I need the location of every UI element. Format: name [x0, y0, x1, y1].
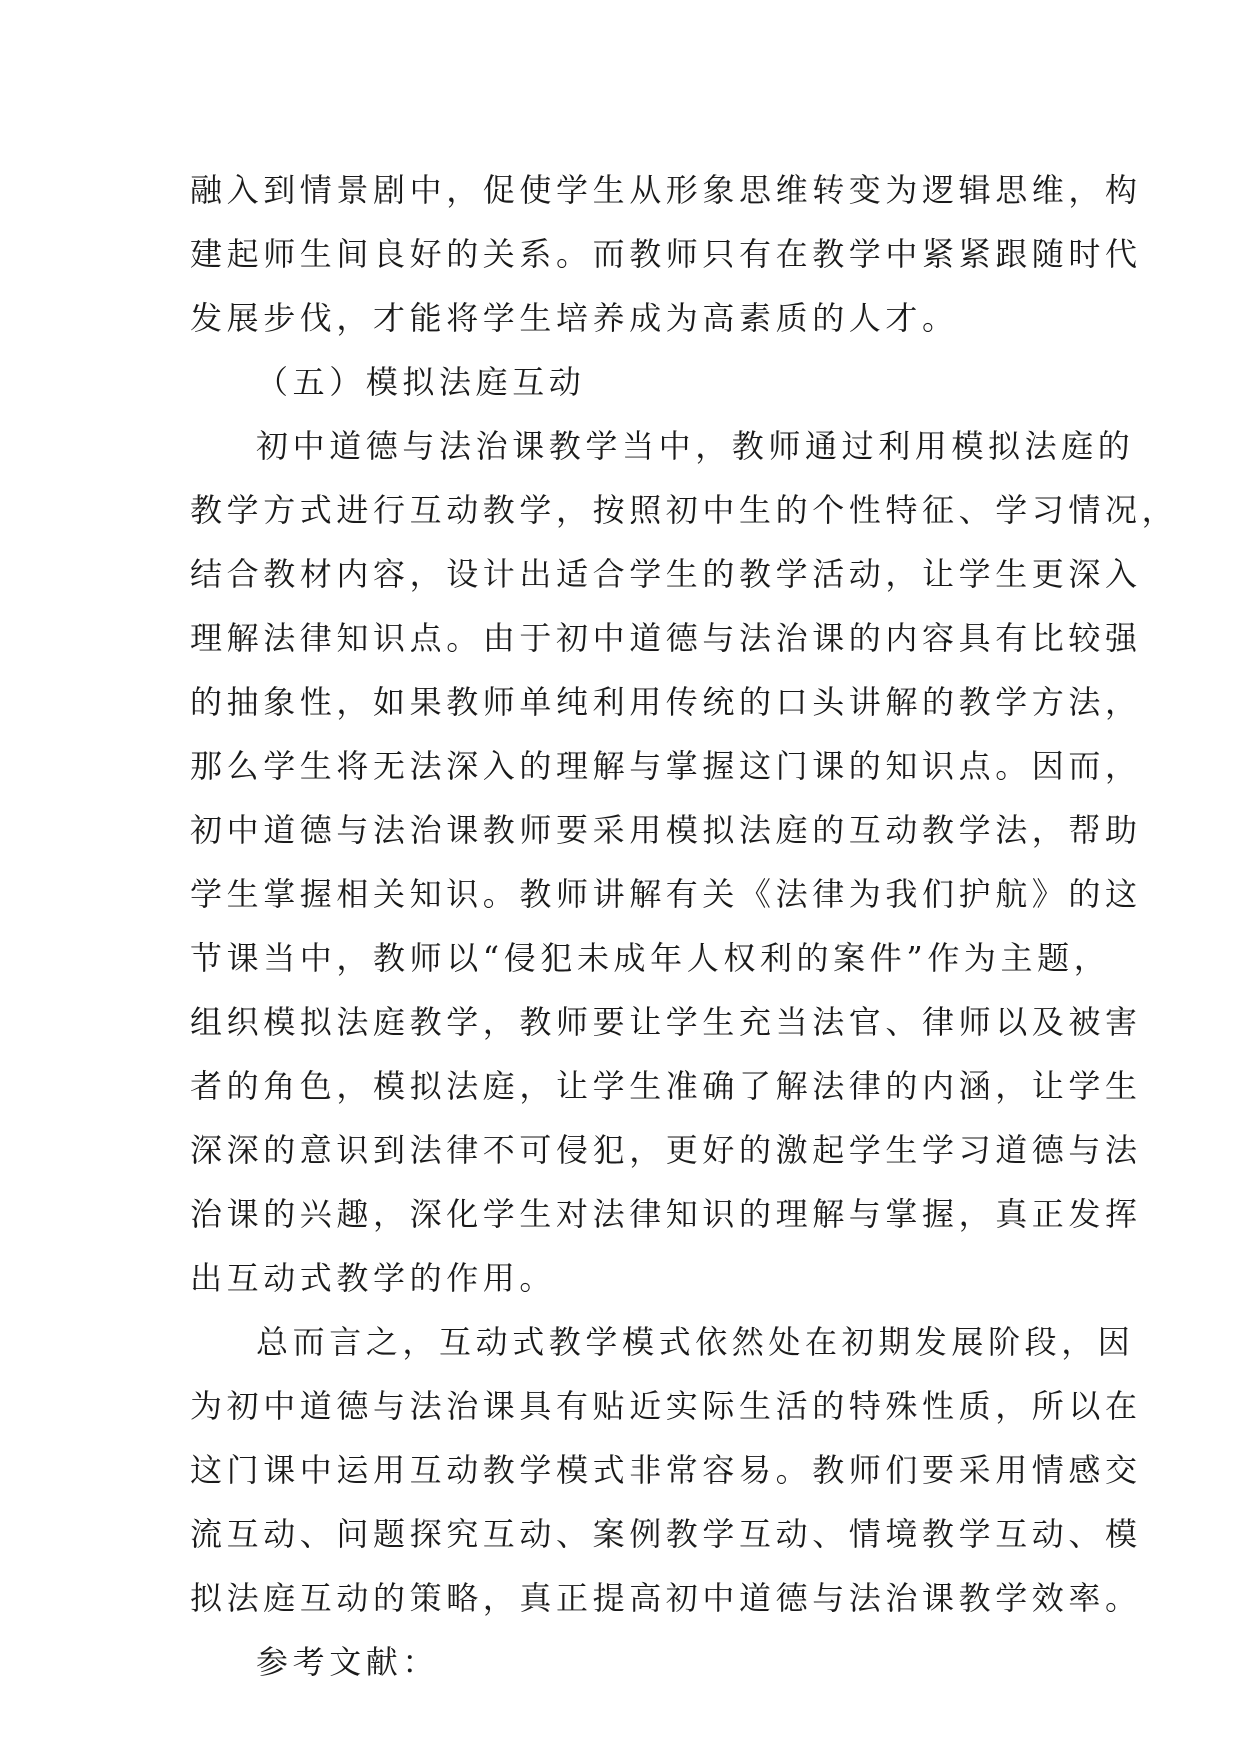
paragraph-line: 者的角色，模拟法庭，让学生准确了解法律的内涵，让学生 — [190, 1067, 1142, 1105]
paragraph-line: 出互动式教学的作用。 — [190, 1259, 557, 1297]
paragraph-line: 教学方式进行互动教学，按照初中生的个性特征、学习情况， — [190, 491, 1179, 529]
references-heading: 参考文献： — [256, 1643, 440, 1681]
paragraph-line: 建起师生间良好的关系。而教师只有在教学中紧紧跟随时代 — [190, 235, 1142, 273]
section-heading: （五）模拟法庭互动 — [256, 363, 586, 401]
paragraph-line: 融入到情景剧中，促使学生从形象思维转变为逻辑思维，构 — [190, 171, 1142, 209]
paragraph-line: 初中道德与法治课教师要采用模拟法庭的互动教学法，帮助 — [190, 811, 1142, 849]
paragraph-line: 深深的意识到法律不可侵犯，更好的激起学生学习道德与法 — [190, 1131, 1142, 1169]
paragraph-line: 拟法庭互动的策略，真正提高初中道德与法治课教学效率。 — [190, 1579, 1142, 1617]
paragraph-line: 这门课中运用互动教学模式非常容易。教师们要采用情感交 — [190, 1451, 1142, 1489]
paragraph-line: 那么学生将无法深入的理解与掌握这门课的知识点。因而， — [190, 747, 1142, 785]
paragraph-line: 发展步伐，才能将学生培养成为高素质的人才。 — [190, 299, 959, 337]
paragraph-line: 初中道德与法治课教学当中，教师通过利用模拟法庭的 — [256, 427, 1135, 465]
paragraph-line: 节课当中，教师以“侵犯未成年人权利的案件”作为主题， — [190, 939, 1111, 977]
paragraph-line: 流互动、问题探究互动、案例教学互动、情境教学互动、模 — [190, 1515, 1142, 1553]
body-text — [190, 158, 1179, 1694]
paragraph-line: 理解法律知识点。由于初中道德与法治课的内容具有比较强 — [190, 619, 1142, 657]
paragraph-line: 学生掌握相关知识。教师讲解有关《法律为我们护航》的这 — [190, 875, 1142, 913]
paragraph-line: 总而言之，互动式教学模式依然处在初期发展阶段，因 — [256, 1323, 1135, 1361]
paragraph-line: 为初中道德与法治课具有贴近实际生活的特殊性质，所以在 — [190, 1387, 1142, 1425]
paragraph-line: 的抽象性，如果教师单纯利用传统的口头讲解的教学方法， — [190, 683, 1142, 721]
paragraph-line: 治课的兴趣，深化学生对法律知识的理解与掌握，真正发挥 — [190, 1195, 1142, 1233]
paragraph-line: 结合教材内容，设计出适合学生的教学活动，让学生更深入 — [190, 555, 1142, 593]
paragraph-line: 组织模拟法庭教学，教师要让学生充当法官、律师以及被害 — [190, 1003, 1142, 1041]
